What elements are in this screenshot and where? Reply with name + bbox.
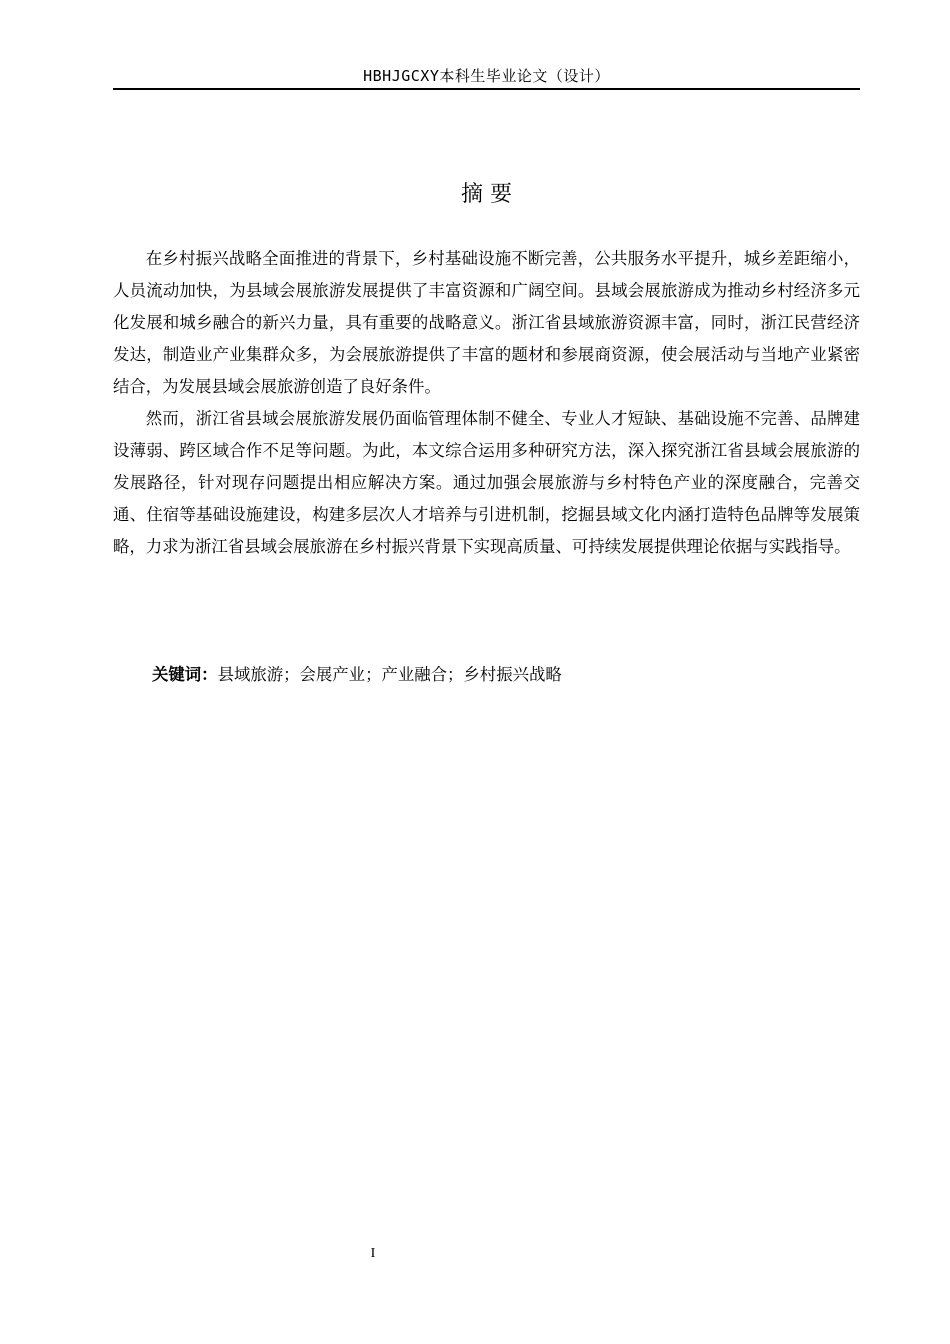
abstract-paragraph-2: 然而，浙江省县域会展旅游发展仍面临管理体制不健全、专业人才短缺、基础设施不完善、品牌建设薄弱、跨区域合作不足等问题。为此，本文综合运用多种研究方法，深入探究浙江省县域会展旅游的发展路径，针对现存问题提出相应解决方案。通过加强会展旅游与乡村特色产业的深度融合，完善交通、住宿等基础设施建设，构建多层次人才培养与引进机制，挖掘县域文化内涵打造特色品牌等发展策略，力求为浙江省县域会展旅游在乡村振兴背景下实现高质量、可持续发展提供理论依据与实践指导。 xyxy=(113,409,860,556)
abstract-body xyxy=(113,243,860,563)
keywords-label: 关键词： xyxy=(152,665,218,684)
keywords-value: 县域旅游；会展产业；产业融合；乡村振兴战略 xyxy=(217,665,562,684)
page-number: I xyxy=(370,1246,376,1261)
header-rule xyxy=(113,88,860,90)
page-header: HBHJGCXY本科生毕业论文（设计） xyxy=(363,67,610,85)
abstract-paragraph-1: 在乡村振兴战略全面推进的背景下，乡村基础设施不断完善，公共服务水平提升，城乡差距缩小，人员流动加快，为县域会展旅游发展提供了丰富资源和广阔空间。县域会展旅游成为推动乡村经济多元化发展和城乡融合的新兴力量，具有重要的战略意义。浙江省县域旅游资源丰富，同时，浙江民营经济发达，制造业产业集群众多，为会展旅游提供了丰富的题材和参展商资源，使会展活动与当地产业紧密结合，为发展县域会展旅游创造了良好条件。 xyxy=(113,249,860,396)
abstract-title: 摘 要 xyxy=(461,182,512,207)
keywords-line xyxy=(152,660,860,690)
